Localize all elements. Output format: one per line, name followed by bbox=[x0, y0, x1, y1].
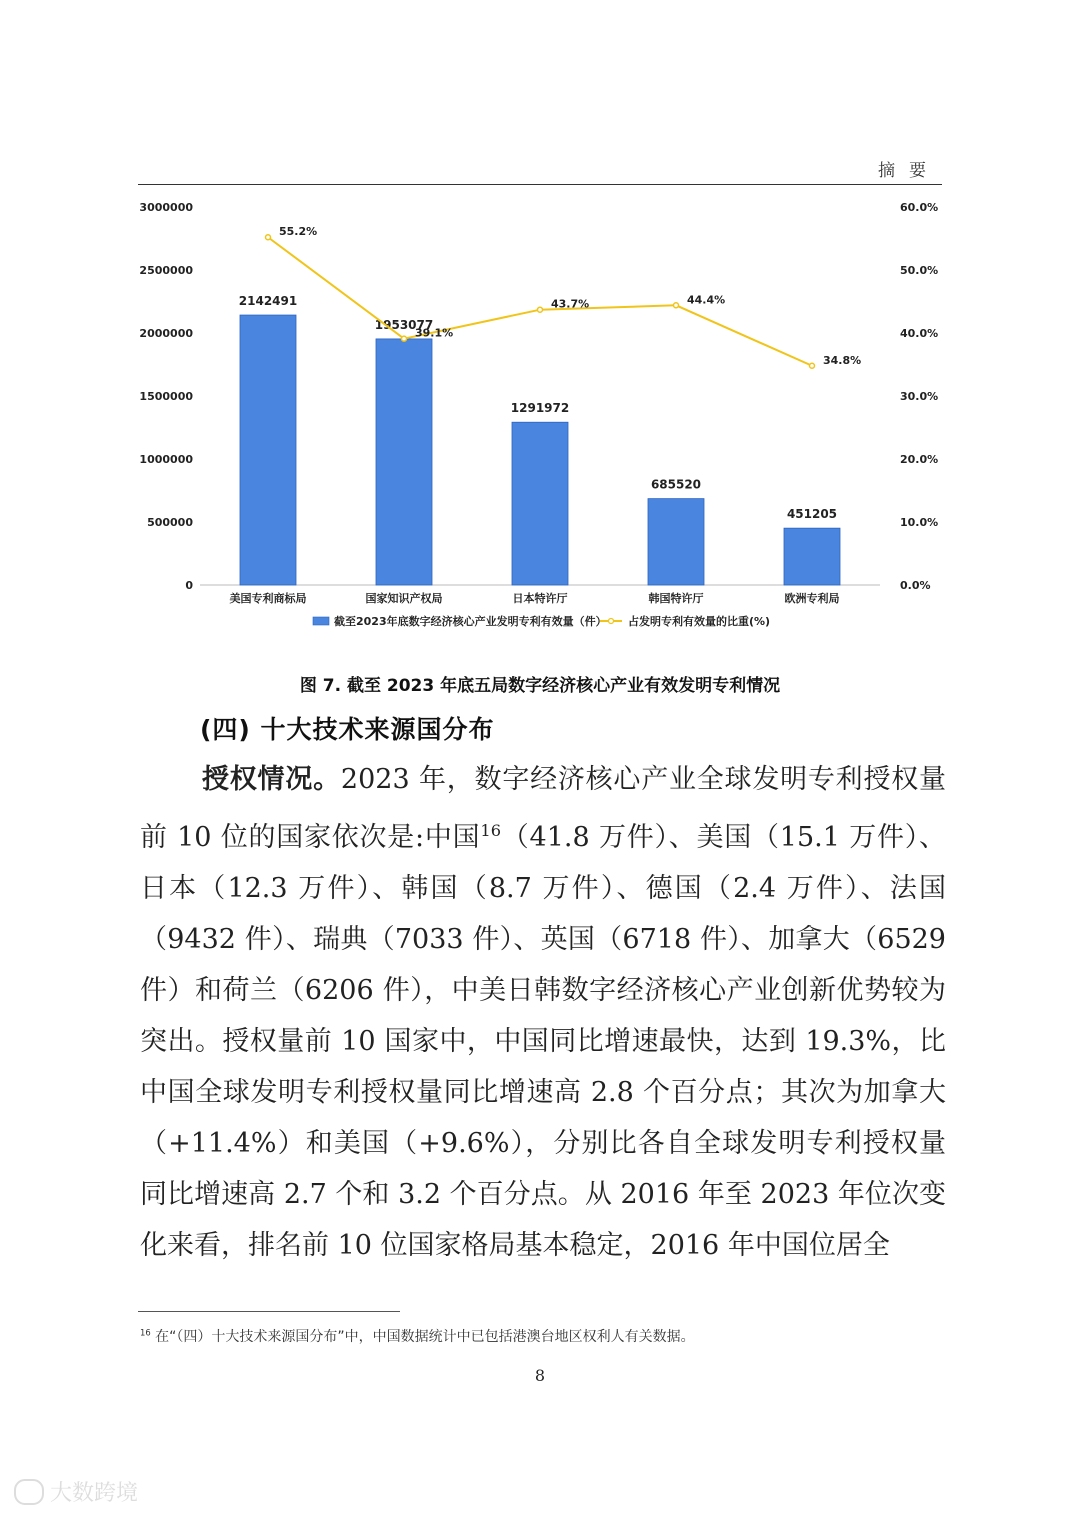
paragraph-part2: （41.8 万件）、美国（15.1 万件）、日本（12.3 万件）、韩国（8.7 万件）、德国（2.4 万件）、法国（9432 件）、瑞典（7033 件）、英国（6718 件）、加拿大（6529 件）和荷兰（6206 件），中美日韩数字经济核心产业创新优势较为突出。授权量前 10 国家中，中国同比增速最快，达到 19.3%，比中国全球发明专利授权量同比增速高 2.8 个百分点；其次为加拿大（+11.4%）和美国（+9.6%），分别比各自全球发明专利授权量同比增速高 2.7 个和 3.2 个百分点。从 2016 年至 2023 年位次变化来看，排名前 10 位国家格局基本稳定，2016 年中国位居全 bbox=[140, 822, 946, 1261]
line-value-label: 39.1% bbox=[415, 326, 454, 340]
caption-label: 图 7. bbox=[299, 676, 342, 696]
left-tick-label: 1500000 bbox=[139, 390, 193, 403]
bar-value-label: 1953077 bbox=[374, 317, 434, 332]
ratio-line bbox=[266, 225, 862, 368]
section-heading: (四) 十大技术来源国分布 bbox=[200, 715, 495, 744]
footnote-text: 在“（四）十大技术来源国分布”中，中国数据统计中已包括港澳台地区权利人有关数据。 bbox=[155, 1329, 695, 1345]
category-label: 韩国特许厅 bbox=[648, 592, 704, 605]
legend bbox=[313, 614, 770, 628]
legend-bar-label: 截至2023年底数字经济核心产业发明专利有效量（件） bbox=[334, 615, 607, 628]
left-tick-label: 0 bbox=[185, 579, 193, 592]
footnote-mark: 16 bbox=[140, 1327, 151, 1338]
bar bbox=[240, 315, 296, 585]
watermark bbox=[14, 1476, 138, 1507]
category-label: 日本特许厅 bbox=[512, 592, 568, 605]
category-label: 美国专利商标局 bbox=[229, 592, 307, 605]
line-value-label: 43.7% bbox=[551, 297, 590, 311]
line-point bbox=[538, 307, 543, 312]
left-tick-label: 2500000 bbox=[139, 264, 193, 277]
bar bbox=[648, 499, 704, 585]
line-point bbox=[810, 363, 815, 368]
watermark-logo-icon bbox=[14, 1479, 44, 1505]
caption-text: 截至 2023 年底五局数字经济核心产业有效发明专利情况 bbox=[346, 676, 781, 696]
legend-bar-swatch bbox=[313, 617, 329, 625]
body-paragraph bbox=[140, 754, 946, 1271]
right-tick-label: 10.0% bbox=[900, 516, 939, 529]
right-tick-label: 30.0% bbox=[900, 390, 939, 403]
left-tick-label: 1000000 bbox=[139, 453, 193, 466]
right-tick-label: 60.0% bbox=[900, 201, 939, 214]
legend-line-marker bbox=[609, 619, 614, 624]
category-labels bbox=[230, 591, 840, 605]
footnote-reference: 16 bbox=[480, 821, 502, 840]
right-tick-label: 50.0% bbox=[900, 264, 939, 277]
bar-value-label: 451205 bbox=[786, 507, 838, 522]
line-point bbox=[266, 235, 271, 240]
right-axis-ticks bbox=[900, 201, 938, 592]
paragraph-part1: 2023 年，数字经济核心产业全球发明专利授权量前 10 位的国家依次是:中国 bbox=[140, 764, 947, 853]
running-header: 摘要 bbox=[878, 161, 940, 181]
right-tick-label: 0.0% bbox=[900, 579, 931, 592]
bar-value-label: 2142491 bbox=[238, 294, 298, 309]
right-tick-label: 40.0% bbox=[900, 327, 939, 340]
page-number: 8 bbox=[534, 1366, 546, 1385]
line-point bbox=[674, 303, 679, 308]
left-tick-label: 2000000 bbox=[139, 327, 193, 340]
patent-chart bbox=[0, 190, 1080, 645]
category-label: 欧洲专利局 bbox=[784, 592, 840, 605]
bar bbox=[512, 422, 568, 585]
bar bbox=[784, 528, 840, 585]
legend-line-label: 占发明专利有效量的比重(%) bbox=[628, 615, 771, 628]
category-label: 国家知识产权局 bbox=[365, 592, 443, 605]
right-tick-label: 20.0% bbox=[900, 453, 939, 466]
bar-value-label: 1291972 bbox=[510, 401, 570, 416]
footnote-rule bbox=[138, 1311, 400, 1312]
line-value-label: 34.8% bbox=[823, 353, 862, 367]
line-value-label: 44.4% bbox=[687, 293, 726, 307]
ratio-line-path bbox=[268, 237, 812, 366]
figure-caption bbox=[0, 671, 1080, 696]
footnote bbox=[140, 1326, 695, 1346]
watermark-text: 大数跨境 bbox=[50, 1481, 139, 1506]
left-tick-label: 500000 bbox=[147, 516, 193, 529]
left-tick-label: 3000000 bbox=[139, 201, 193, 214]
header-rule bbox=[138, 184, 942, 185]
line-point bbox=[402, 336, 407, 341]
left-axis-ticks bbox=[139, 201, 193, 592]
bar bbox=[376, 339, 432, 585]
bar-value-label: 685520 bbox=[650, 477, 702, 492]
paragraph-lead: 授权情况。 bbox=[202, 764, 341, 795]
line-value-label: 55.2% bbox=[279, 225, 318, 239]
